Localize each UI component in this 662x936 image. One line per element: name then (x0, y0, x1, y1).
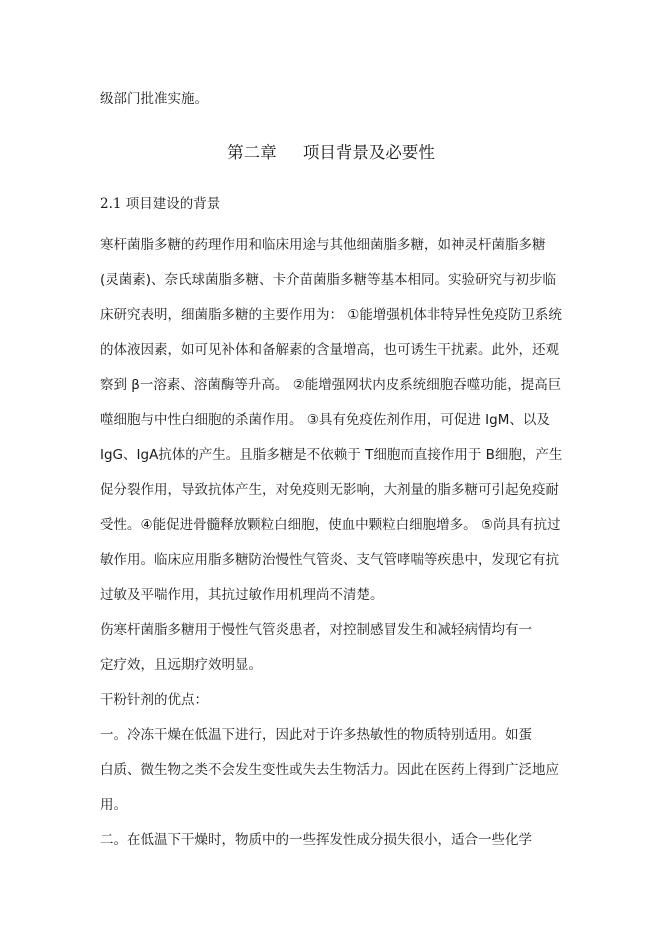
paragraph-line: 受性。④能促进骨髓释放颗粒白细胞，使血中颗粒白细胞增多。 ⑤尚具有抗过 (100, 517, 561, 533)
paragraph-line: 的体液因素，如可见补体和备解素的含量增高，也可诱生干扰素。此外，还观 (100, 342, 559, 358)
paragraph-line: 寒杆菌脂多糖的药理作用和临床用途与其他细菌脂多糖，如神灵杆菌脂多糖 (100, 237, 546, 253)
paragraph-line: 二。在低温下干燥时，物质中的一些挥发性成分损失很小，适合一些化学 (100, 832, 532, 848)
paragraph-line: 促分裂作用，导致抗体产生，对免疫则无影响，大剂量的脂多糖可引起免疫耐 (100, 482, 559, 498)
paragraph-line: 察到 β一溶素、溶菌酶等升高。 ②能增强网状内皮系统细胞吞噬功能，提高巨 (100, 377, 562, 393)
paragraph-line: 床研究表明，细菌脂多糖的主要作用为： ①能增强机体非特异性免疫防卫系统 (100, 307, 562, 323)
paragraph-line: 白质、微生物之类不会发生变性或失去生物活力。因此在医药上得到广泛地应 (100, 762, 559, 778)
paragraph-line: (灵菌素)、奈氏球菌脂多糖、卡介苗菌脂多糖等基本相同。实验研究与初步临 (100, 272, 557, 288)
paragraph-line: IgG、IgA抗体的产生。且脂多糖是不依赖于 T细胞而直接作用于 B细胞，产生 (100, 447, 563, 463)
paragraph-line: 级部门批准实施。 (100, 91, 208, 107)
chapter-title: 第二章 项目背景及必要性 (227, 143, 435, 162)
paragraph-line: 过敏及平喘作用，其抗过敏作用机理尚不清楚。 (100, 587, 384, 603)
paragraph-line: 用。 (100, 797, 127, 813)
paragraph-line: 噬细胞与中性白细胞的杀菌作用。 ③具有免疫佐剂作用，可促进 IgM、以及 (100, 412, 550, 428)
paragraph-line: 干粉针剂的优点： (100, 692, 208, 708)
section-heading: 2.1 项目建设的背景 (100, 196, 221, 212)
paragraph-line: 定疗效，且远期疗效明显。 (100, 657, 262, 673)
paragraph-line: 敏作用。临床应用脂多糖防治慢性气管炎、支气管哮喘等疾患中，发现它有抗 (100, 552, 559, 568)
paragraph-line: 伤寒杆菌脂多糖用于慢性气管炎患者，对控制感冒发生和减轻病情均有一 (100, 622, 532, 638)
paragraph-line: 一。冷冻干燥在低温下进行，因此对于许多热敏性的物质特别适用。如蛋 (100, 727, 532, 743)
